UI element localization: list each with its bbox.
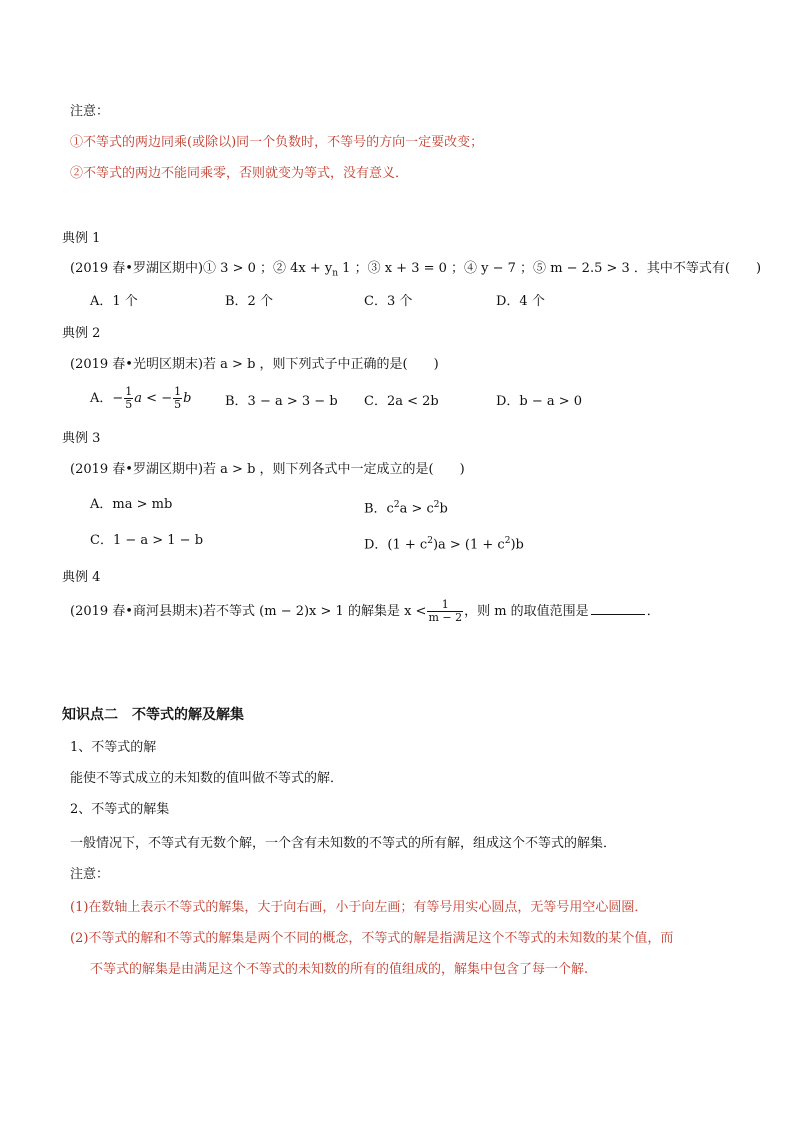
fraction [173,386,182,411]
option-b-prefix: B．c [364,501,394,517]
subsection-2-text: 一般情况下，不等式有无数个解，一个含有未知数的不等式的所有解，组成这个不等式的解集． [70,836,617,851]
answer-blank[interactable] [591,601,645,615]
subsection-1-text: 能使不等式成立的未知数的值叫做不等式的解． [70,771,344,786]
note-item-2-continued: 不等式的解集是由满足这个不等式的未知数的所有的值组成的，解集中包含了每一个解. [90,962,589,977]
section-heading: 知识点二 不等式的解及解集 [62,707,244,723]
option-d-middle: )a > (1 + c [432,537,505,553]
fraction-denominator: 5 [125,398,133,411]
example-3-title: 典例 3 [62,431,101,446]
subsection-2-heading: 2、不等式的解集 [70,802,170,817]
example-3-option-a: A．ma > mb [90,497,173,512]
example-1-stem [70,260,761,283]
example-3-option-c: C．1 − a > 1 − b [90,533,204,548]
example-3-option-d [364,532,524,554]
superscript: 2 [393,500,400,510]
superscript: 2 [433,500,440,510]
option-a-suffix: b [183,391,192,406]
option-b-middle: a > c [399,501,434,517]
subsection-1-heading: 1、不等式的解 [70,740,157,755]
example-2-stem: (2019 春•光明区期末)若 a > b ，则下列式子中正确的是( ) [70,357,439,372]
option-d-prefix: D．(1 + c [364,537,428,553]
example-4-stem-post: ，则 m 的取值范围是 [464,604,589,619]
example-2-option-c: C．2a < 2b [364,394,439,409]
note-heading: 注意： [70,867,110,882]
option-d-suffix: )b [510,537,524,553]
example-4-stem [70,599,660,624]
example-1-title: 典例 1 [62,231,101,246]
example-4-stem-end: ． [646,604,660,619]
fraction [427,599,463,624]
example-2-title: 典例 2 [62,326,101,341]
example-1-stem-sub: n [332,268,339,279]
superscript: 2 [504,536,511,546]
example-2-option-a [90,386,191,411]
example-1-option-b: B．2 个 [225,294,273,309]
example-1-option-c: C．3 个 [364,294,413,309]
note-item-2: (2)不等式的解和不等式的解集是两个不同的概念，不等式的解是指满足这个不等式的未知数的某个值，而 [70,931,674,946]
option-b-suffix: b [439,501,448,517]
example-3-stem: (2019 春•罗湖区期中)若 a > b ，则下列各式中一定成立的是( ) [70,462,465,477]
note-item-2: ②不等式的两边不能同乘零，否则就变为等式，没有意义． [70,166,409,181]
note-item-1: ①不等式的两边同乘(或除以)同一个负数时，不等号的方向一定要改变； [70,135,484,150]
example-1-option-a: A．1 个 [90,294,138,309]
superscript: 2 [427,536,433,546]
fraction-numerator: 1 [174,385,182,398]
example-1-stem-post: 1 ；③ x + 3 = 0 ；④ y − 7 ；⑤ m − 2.5 > 3 ．其中不等式有( ) [338,261,762,276]
option-a-prefix: A．− [90,391,124,406]
example-1-stem-pre: (2019 春•罗湖区期中)① 3 > 0 ；② 4x + y [70,261,333,276]
fraction-numerator: 1 [125,385,133,398]
fraction-numerator: 1 [427,599,463,612]
note-item-1: (1)在数轴上表示不等式的解集，大于向右画，小于向左画；有等号用实心圆点，无等号用空心圆圈． [70,900,648,915]
example-4-stem-pre: (2019 春•商河县期末)若不等式 (m − 2)x > 1 的解集是 x < [70,604,427,619]
fraction-denominator: m − 2 [428,611,463,624]
example-1-option-d: D．4 个 [496,294,545,309]
example-2-option-b: B．3 − a > 3 − b [225,394,338,409]
note-heading: 注意： [70,104,110,119]
example-4-title: 典例 4 [62,570,101,585]
option-a-middle: a < − [134,391,173,406]
fraction-denominator: 5 [174,398,182,411]
fraction [124,386,133,411]
example-3-option-b [364,496,448,518]
example-2-option-d: D．b − a > 0 [496,394,583,409]
